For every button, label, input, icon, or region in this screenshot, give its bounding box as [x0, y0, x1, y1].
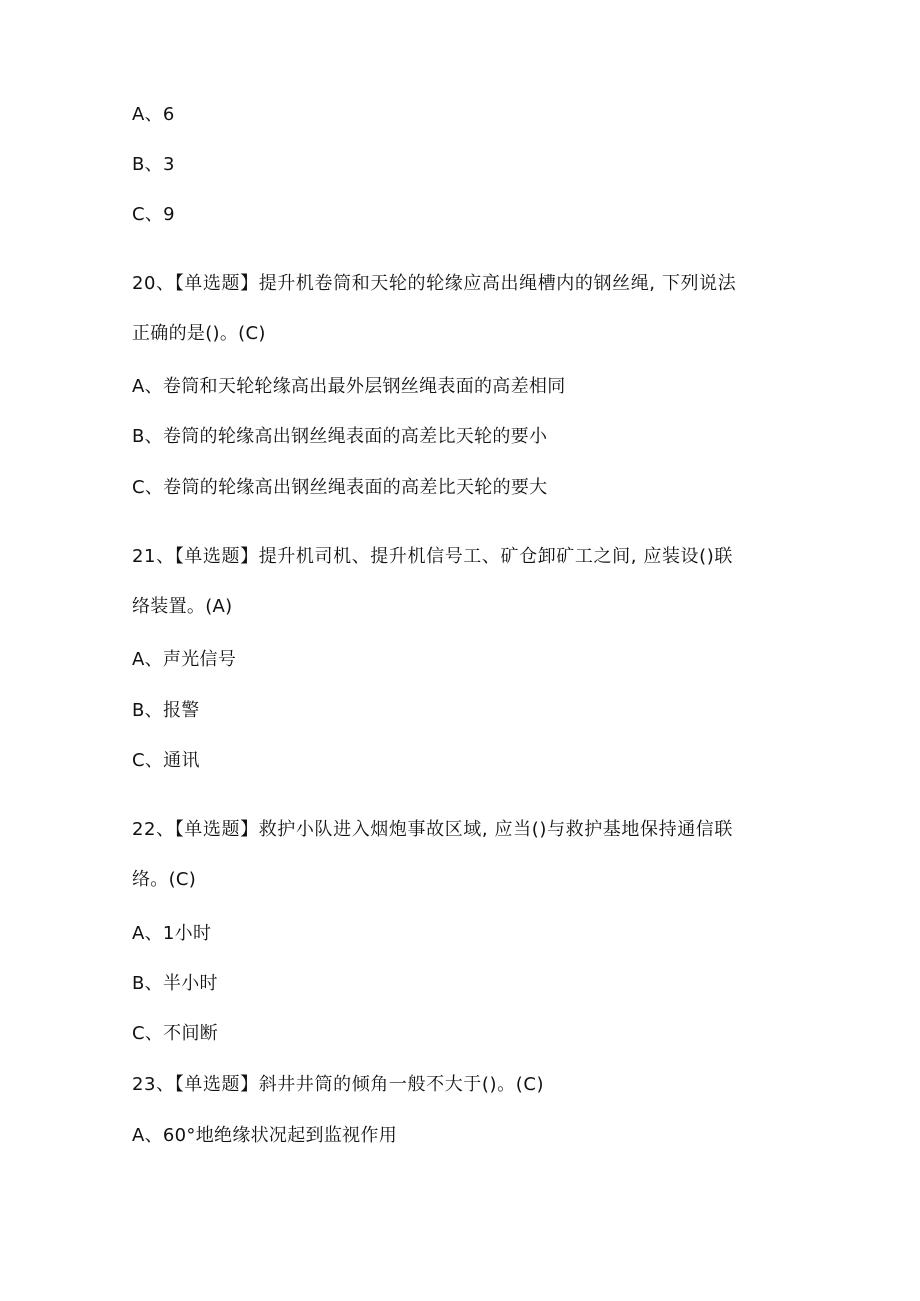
question-21-line-2: 络装置。(A) [132, 596, 233, 617]
question-20-line-2: 正确的是()。(C) [132, 323, 266, 344]
option-c-q20: C、卷筒的轮缘高出钢丝绳表面的高差比天轮的要大 [132, 477, 548, 498]
option-c-q21: C、通讯 [132, 750, 200, 771]
question-23-line-1: 23、【单选题】斜井井筒的倾角一般不大于()。(C) [132, 1074, 545, 1095]
option-a-q19: A、6 [132, 104, 175, 125]
question-22-line-1: 22、【单选题】救护小队进入烟炮事故区域, 应当()与救护基地保持通信联 [132, 819, 733, 840]
question-20-line-1: 20、【单选题】提升机卷筒和天轮的轮缘应高出绳槽内的钢丝绳, 下列说法 [132, 273, 737, 294]
option-b-q19: B、3 [132, 154, 175, 175]
option-a-q21: A、声光信号 [132, 649, 237, 670]
option-b-q22: B、半小时 [132, 973, 218, 994]
option-a-q23: A、60°地绝缘状况起到监视作用 [132, 1125, 398, 1146]
option-b-q21: B、报警 [132, 700, 200, 721]
option-a-q20: A、卷筒和天轮轮缘高出最外层钢丝绳表面的高差相同 [132, 376, 566, 397]
option-b-q20: B、卷筒的轮缘高出钢丝绳表面的高差比天轮的要小 [132, 426, 548, 447]
option-c-q22: C、不间断 [132, 1023, 219, 1044]
option-c-q19: C、9 [132, 204, 175, 225]
option-a-q22: A、1小时 [132, 923, 212, 944]
question-22-line-2: 络。(C) [132, 869, 197, 890]
question-21-line-1: 21、【单选题】提升机司机、提升机信号工、矿仓卸矿工之间, 应装设()联 [132, 546, 733, 567]
